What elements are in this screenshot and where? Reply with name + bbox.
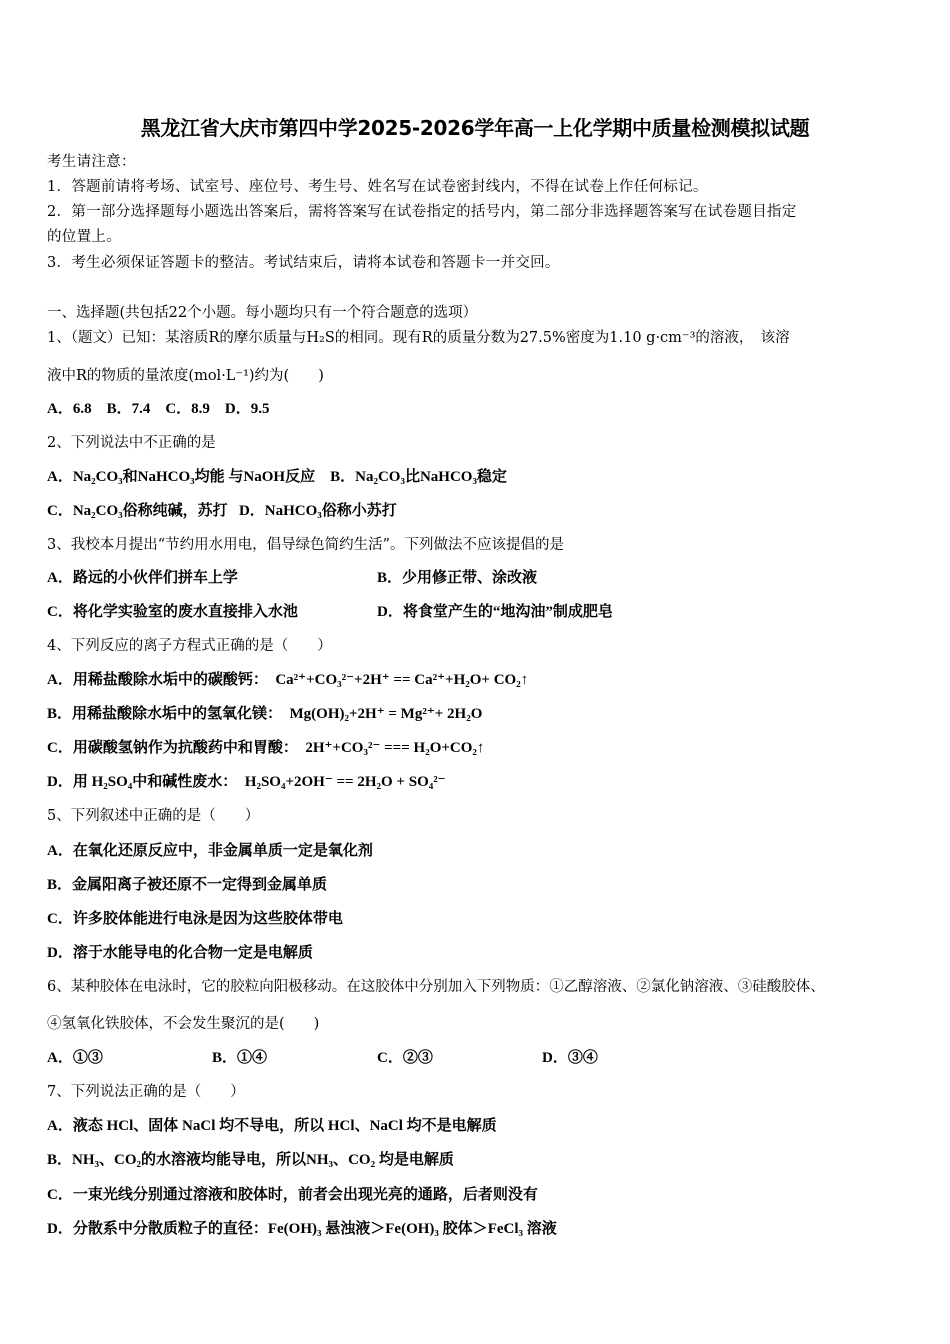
q4-option-c-text: C．用碳酸氢钠作为抗酸药中和胃酸： [47,740,298,756]
notice-item-3: 3．考生必须保证答题卡的整洁。考试结束后，请将本试卷和答题卡一并交回。 [47,255,560,271]
q4-option-d-equation: H₂SO₄+2OH⁻ == 2H₂O + SO₄²⁻ [244,774,446,790]
q2-option-a-formula: Na₂CO₃ [72,469,123,485]
q2-option-c-label: C． [47,503,73,519]
notice-item-1: 1．答题前请将考场、试室号、座位号、考生号、姓名写在试卷密封线内，不得在试卷上作任何标记。 [47,179,708,195]
q4-option-a-equation: Ca²⁺+CO₃²⁻+2H⁺ == Ca²⁺+H₂O+ CO₂↑ [275,672,529,688]
q7-option-a [47,1114,497,1135]
q3-option-b: B．少用修正带、涂改液 [377,570,538,586]
q3-option-a: A．路远的小伙伴们拼车上学 [47,570,238,586]
q7-option-a-part: 、固体 [133,1118,179,1134]
section-heading: 一、选择题(共包括22个小题。每小题均只有一个符合题意的选项） [47,305,478,321]
q5-option-a: A．在氧化还原反应中，非金属单质一定是氧化剂 [47,843,373,859]
q5-option-b: B．金属阳离子被还原不一定得到金属单质 [47,877,328,893]
q7-option-b-part: 均是电解质 [378,1152,454,1168]
notice-item-2b: 的位置上。 [47,229,121,245]
q1-options: A．6.8 B．7.4 C．8.9 D．9.5 [47,401,270,417]
q5-option-d: D．溶于水能导电的化合物一定是电解质 [47,945,313,961]
q2-options-row2 [47,499,397,520]
q6-option-c: C．②③ [377,1050,433,1066]
q2-option-a-label: A． [47,469,73,485]
q7-option-d-part: D．分散系中分散质粒子的直径： [47,1221,268,1237]
q7-stem: 7、下列说法正确的是（ ） [47,1084,245,1100]
q7-option-b-part: 、 [333,1152,349,1168]
q7-option-b-part: CO₂ [114,1152,142,1168]
q7-option-a-part: 均不是电解质 [406,1118,497,1134]
q3-option-d: D．将食堂产生的“地沟油”制成肥皂 [377,604,613,620]
q4-option-b [47,702,482,723]
notice-item-2a: 2．第一部分选择题每小题选出答案后，需将答案写在试卷指定的括号内，第二部分非选择题答案写在试卷题目指定 [47,204,797,220]
q7-option-a-part: 均不导电，所以 [219,1118,325,1134]
q4-option-c-equation: 2H⁺+CO₃²⁻ === H₂O+CO₂↑ [305,740,485,756]
q7-option-b-part: 、 [99,1152,115,1168]
q2-option-a-text: 和NaHCO₃均能 与NaOH反应 [122,469,316,485]
q4-option-c [47,736,484,757]
q4-option-b-text: B．用稀盐酸除水垢中的氢氧化镁： [47,706,283,722]
q7-option-b-part: NH₃ [72,1152,100,1168]
q2-options-row1 [47,465,507,486]
q7-option-d-part: Fe(OH)₃ [385,1221,439,1237]
q7-option-a-part: A．液态 [47,1118,103,1134]
q7-option-d-part: 溶液 [526,1221,557,1237]
q6-option-d: D．③④ [542,1050,598,1066]
q2-option-b-formula: Na₂CO₃ [355,469,405,485]
q4-option-d-text-b: 中和碱性废水： [132,774,238,790]
q7-option-a-part: NaCl [182,1118,216,1134]
q4-option-d-formula: H₂SO₄ [91,774,133,790]
q5-option-c: C．许多胶体能进行电泳是因为这些胶体带电 [47,911,343,927]
q3-stem: 3、我校本月提出“节约用水用电，倡导绿色简约生活”。下列做法不应该提倡的是 [47,537,565,553]
q7-option-d-part: Fe(OH)₃ [267,1221,322,1237]
q2-stem: 2、下列说法中不正确的是 [47,435,216,451]
q2-option-b-text: 比NaHCO₃稳定 [404,469,507,485]
page-title: 黑龙江省大庆市第四中学2025-2026学年高一上化学期中质量检测模拟试题 [140,116,810,140]
q3-option-c: C．将化学实验室的废水直接排入水池 [47,604,298,620]
q7-option-b-part: 的水溶液均能导电，所以 [141,1152,307,1168]
q4-option-b-equation: Mg(OH)₂+2H⁺ = Mg²⁺+ 2H₂O [289,706,483,722]
q2-option-c-text: 俗称纯碱，苏打 [122,503,228,519]
q7-option-b [47,1148,454,1169]
q7-option-d-part: 悬浊液＞ [325,1221,386,1237]
q4-stem: 4、下列反应的离子方程式正确的是（ ） [47,638,332,654]
q7-option-a-part: HCl [106,1118,134,1134]
q2-option-b-label: B． [330,469,356,485]
q7-option-a-part: 、 [354,1118,370,1134]
q2-option-d-text: NaHCO₃俗称小苏打 [264,503,397,519]
q6-option-a: A．①③ [47,1050,103,1066]
q7-option-b-part: CO₂ [348,1152,376,1168]
q4-option-d-text-a: D．用 [47,774,88,790]
q7-option-d-part: FeCl₃ [487,1221,524,1237]
notice-header: 考生请注意： [47,154,136,170]
q6-stem-line1: 6、某种胶体在电泳时，它的胶粒向阳极移动。在这胶体中分别加入下列物质：①乙醇溶液、②氯化钠溶液、③硅酸胶体、 [47,979,825,995]
q4-option-a [47,668,528,689]
q7-option-a-part: NaCl [369,1118,403,1134]
q4-option-a-text: A．用稀盐酸除水垢中的碳酸钙： [47,672,268,688]
q7-option-d-part: 胶体＞ [442,1221,488,1237]
q7-option-b-part: B． [47,1152,73,1168]
q1-stem-line2: 液中R的物质的量浓度(mol·L⁻¹)约为( ) [47,368,324,384]
q2-option-c-formula: Na₂CO₃ [72,503,123,519]
q7-option-b-part: NH₃ [306,1152,334,1168]
q1-stem-line1: 1、（题文）已知：某溶质R的摩尔质量与H₂S的相同。现有R的质量分数为27.5%密度为1.10 g·cm⁻³的溶液， 该溶 [47,330,790,346]
q4-option-d [47,770,446,791]
q7-option-c: C．一束光线分别通过溶液和胶体时，前者会出现光亮的通路，后者则没有 [47,1187,538,1203]
q2-option-d-label: D． [238,503,265,519]
q5-stem: 5、下列叙述中正确的是（ ） [47,808,260,824]
q7-option-a-part: HCl [327,1118,355,1134]
q6-option-b: B．①④ [212,1050,268,1066]
q7-option-d [47,1217,557,1238]
q6-stem-line2: ④氢氧化铁胶体，不会发生聚沉的是( ) [47,1016,320,1032]
